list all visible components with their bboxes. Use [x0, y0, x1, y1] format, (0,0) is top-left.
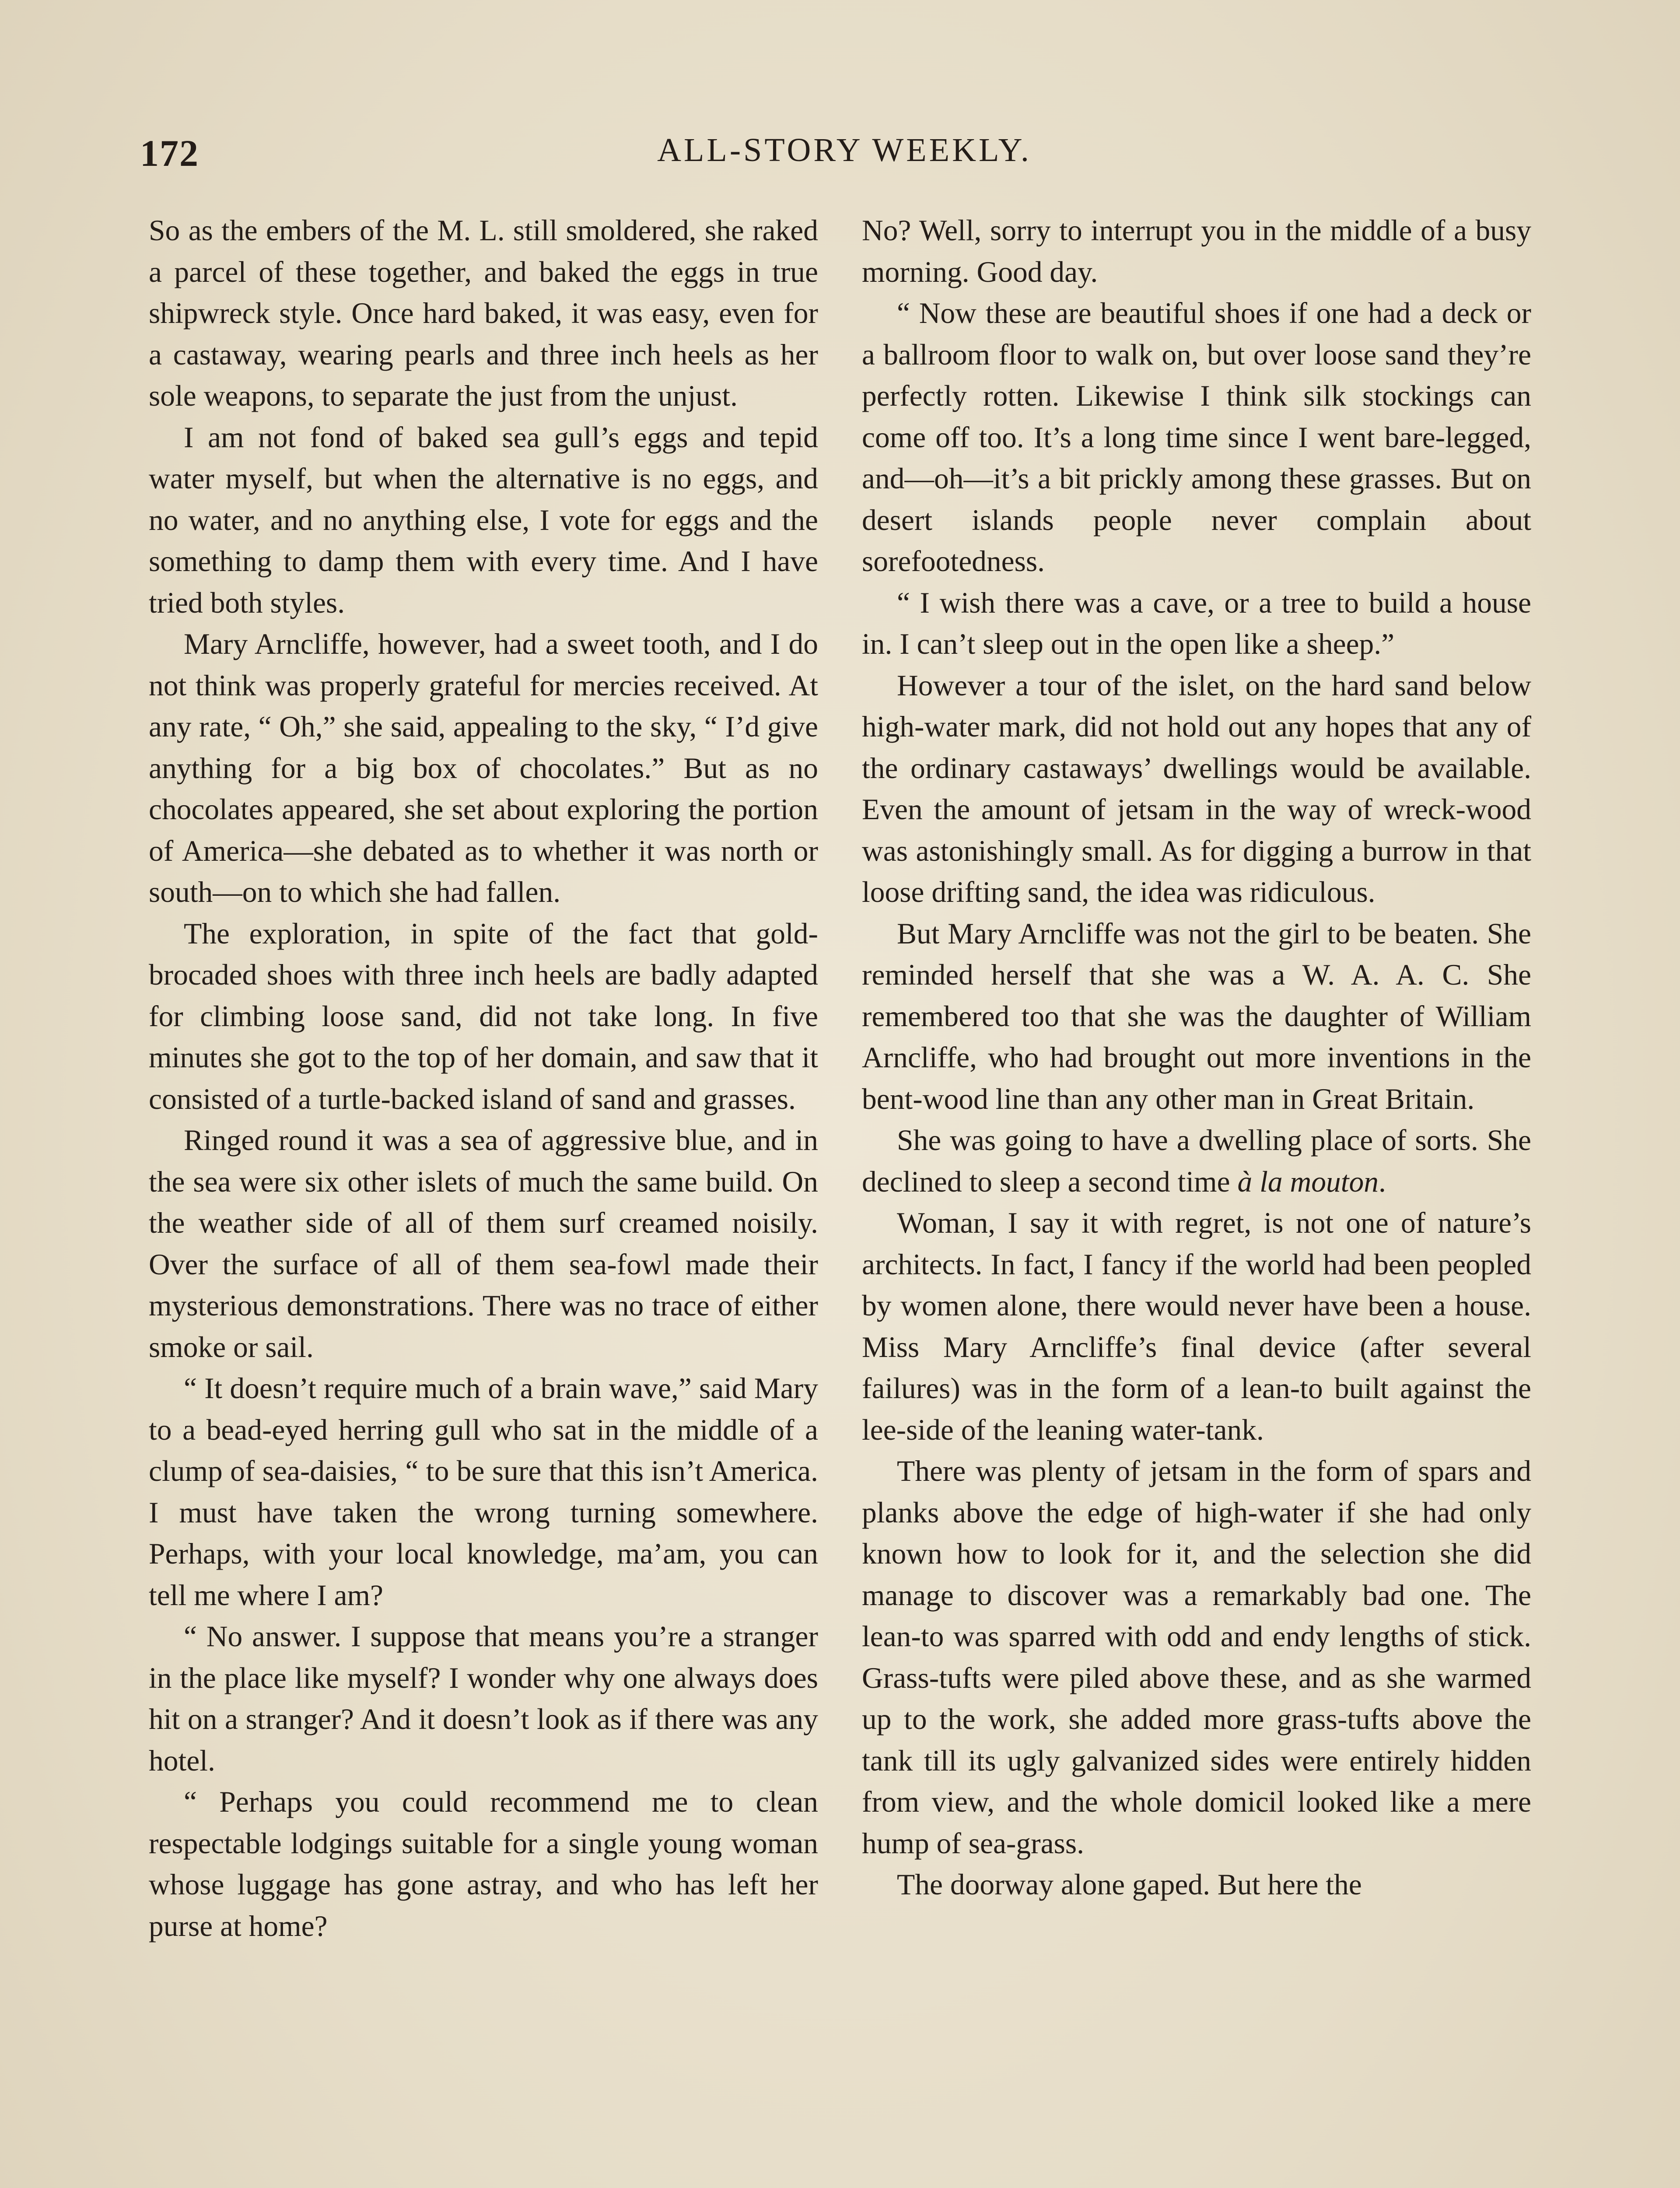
paragraph: I am not fond of baked sea gull’s eggs and tepid water myself, but when the alternative is no eggs, and no water, and no anything else, I vote for eggs and the something to damp them with every time. And I have tried both styles. — [149, 421, 818, 619]
italic-phrase: à la mouton — [1237, 1165, 1379, 1198]
paragraph: The doorway alone gaped. But here the — [897, 1868, 1362, 1901]
paragraph: “ It doesn’t require much of a brain wave,” said Mary to a bead-eyed herring gull who sat in the middle of a clump of sea-daisies, “ to be sure that this isn’t America. I must have taken the wrong turning somewhere. Perhaps, with your local knowledge, ma’am, you can tell me where I am? — [149, 1372, 818, 1612]
page-header — [140, 131, 1549, 197]
paragraph-text: She was going to have a dwelling place of sorts. She declined to sleep a second time — [862, 1124, 1531, 1198]
paragraph: “ Perhaps you could recommend me to clean respectable lodgings suitable for a single young woman whose luggage has gone astray, and who has left her purse at home? — [149, 1785, 818, 1943]
paragraph: But Mary Arncliffe was not the girl to be beaten. She reminded herself that she was a W. A. A. C. She remembered too that she was the daughter of William Arncliffe, who had brought out more inventions in the bent-wood line than any other man in Great Britain. — [862, 917, 1531, 1115]
running-title: ALL-STORY WEEKLY. — [657, 132, 1032, 168]
paragraph: Mary Arncliffe, however, had a sweet tooth, and I do not think was properly grateful for mercies received. At any rate, “ Oh,” she said, appealing to the sky, “ I’d give anything for a big box of chocolates.” But as no chocolates appeared, she set about exploring the portion of America—she debated as to whether it was north or south—on to which she had fallen. — [149, 628, 818, 908]
text-columns — [149, 210, 1549, 2188]
paragraph: Ringed round it was a sea of aggressive blue, and in the sea were six other islets of much the same build. On the weather side of all of them surf creamed noisily. Over the surface of all of them sea-fowl made their mysterious demonstrations. There was no trace of either smoke or sail. — [149, 1124, 818, 1364]
paragraph: The exploration, in spite of the fact that gold-brocaded shoes with three inch heels are badly adapted for climbing loose sand, did not take long. In five minutes she got to the top of her domain, and saw that it consisted of a turtle-backed island of sand and grasses. — [149, 917, 818, 1115]
paragraph-end: . — [1378, 1165, 1386, 1198]
paragraph: There was plenty of jetsam in the form of spars and planks above the edge of high-water if she had only known how to look for it, and the selection she did manage to discover was a remarkably bad one. The lean-to was sparred with odd and endy lengths of stick. Grass-tufts were piled above these, and as she warmed up to the work, she added more grass-tufts above the tank till its ugly galvanized sides were entirely hidden from view, and the whole domicil looked like a mere hump of sea-grass. — [862, 1455, 1531, 1860]
paragraph: So as the embers of the M. L. still smoldered, she raked a parcel of these together, and baked the eggs in true shipwreck style. Once hard baked, it was easy, even for a castaway, wearing pearls and three inch heels as her sole weapons, to separate the just from the unjust. — [149, 214, 818, 412]
paragraph — [862, 1120, 1531, 1203]
paragraph: Woman, I say it with regret, is not one of nature’s architects. In fact, I fancy if the world had been peopled by women alone, there would never have been a house. Miss Mary Arncliffe’s final device (after several failures) was in the form of a lean-to built against the lee-side of the leaning water-tank. — [862, 1206, 1531, 1446]
paragraph: No? Well, sorry to interrupt you in the middle of a busy morning. Good day. — [862, 214, 1531, 288]
right-column — [862, 210, 1531, 2188]
paragraph: “ Now these are beautiful shoes if one had a deck or a ballroom floor to walk on, but over loose sand they’re perfectly rotten. Likewise I think silk stockings can come off too. It’s a long time since I went bare-legged, and—oh—it’s a bit prickly among these grasses. But on desert islands people never complain about sorefootedness. — [862, 297, 1531, 578]
left-column — [149, 210, 818, 2188]
paragraph: “ No answer. I suppose that means you’re a stranger in the place like myself? I wonder why one always does hit on a stranger? And it doesn’t look as if there was any hotel. — [149, 1620, 818, 1777]
paragraph: However a tour of the islet, on the hard sand below high-water mark, did not hold out any hopes that any of the ordinary castaways’ dwellings would be available. Even the amount of jetsam in the way of wreck-wood was astonishingly small. As for digging a burrow in that loose drifting sand, the idea was ridiculous. — [862, 669, 1531, 908]
page-number: 172 — [140, 132, 199, 174]
paragraph: “ I wish there was a cave, or a tree to build a house in. I can’t sleep out in the open like a sheep.” — [862, 586, 1531, 660]
